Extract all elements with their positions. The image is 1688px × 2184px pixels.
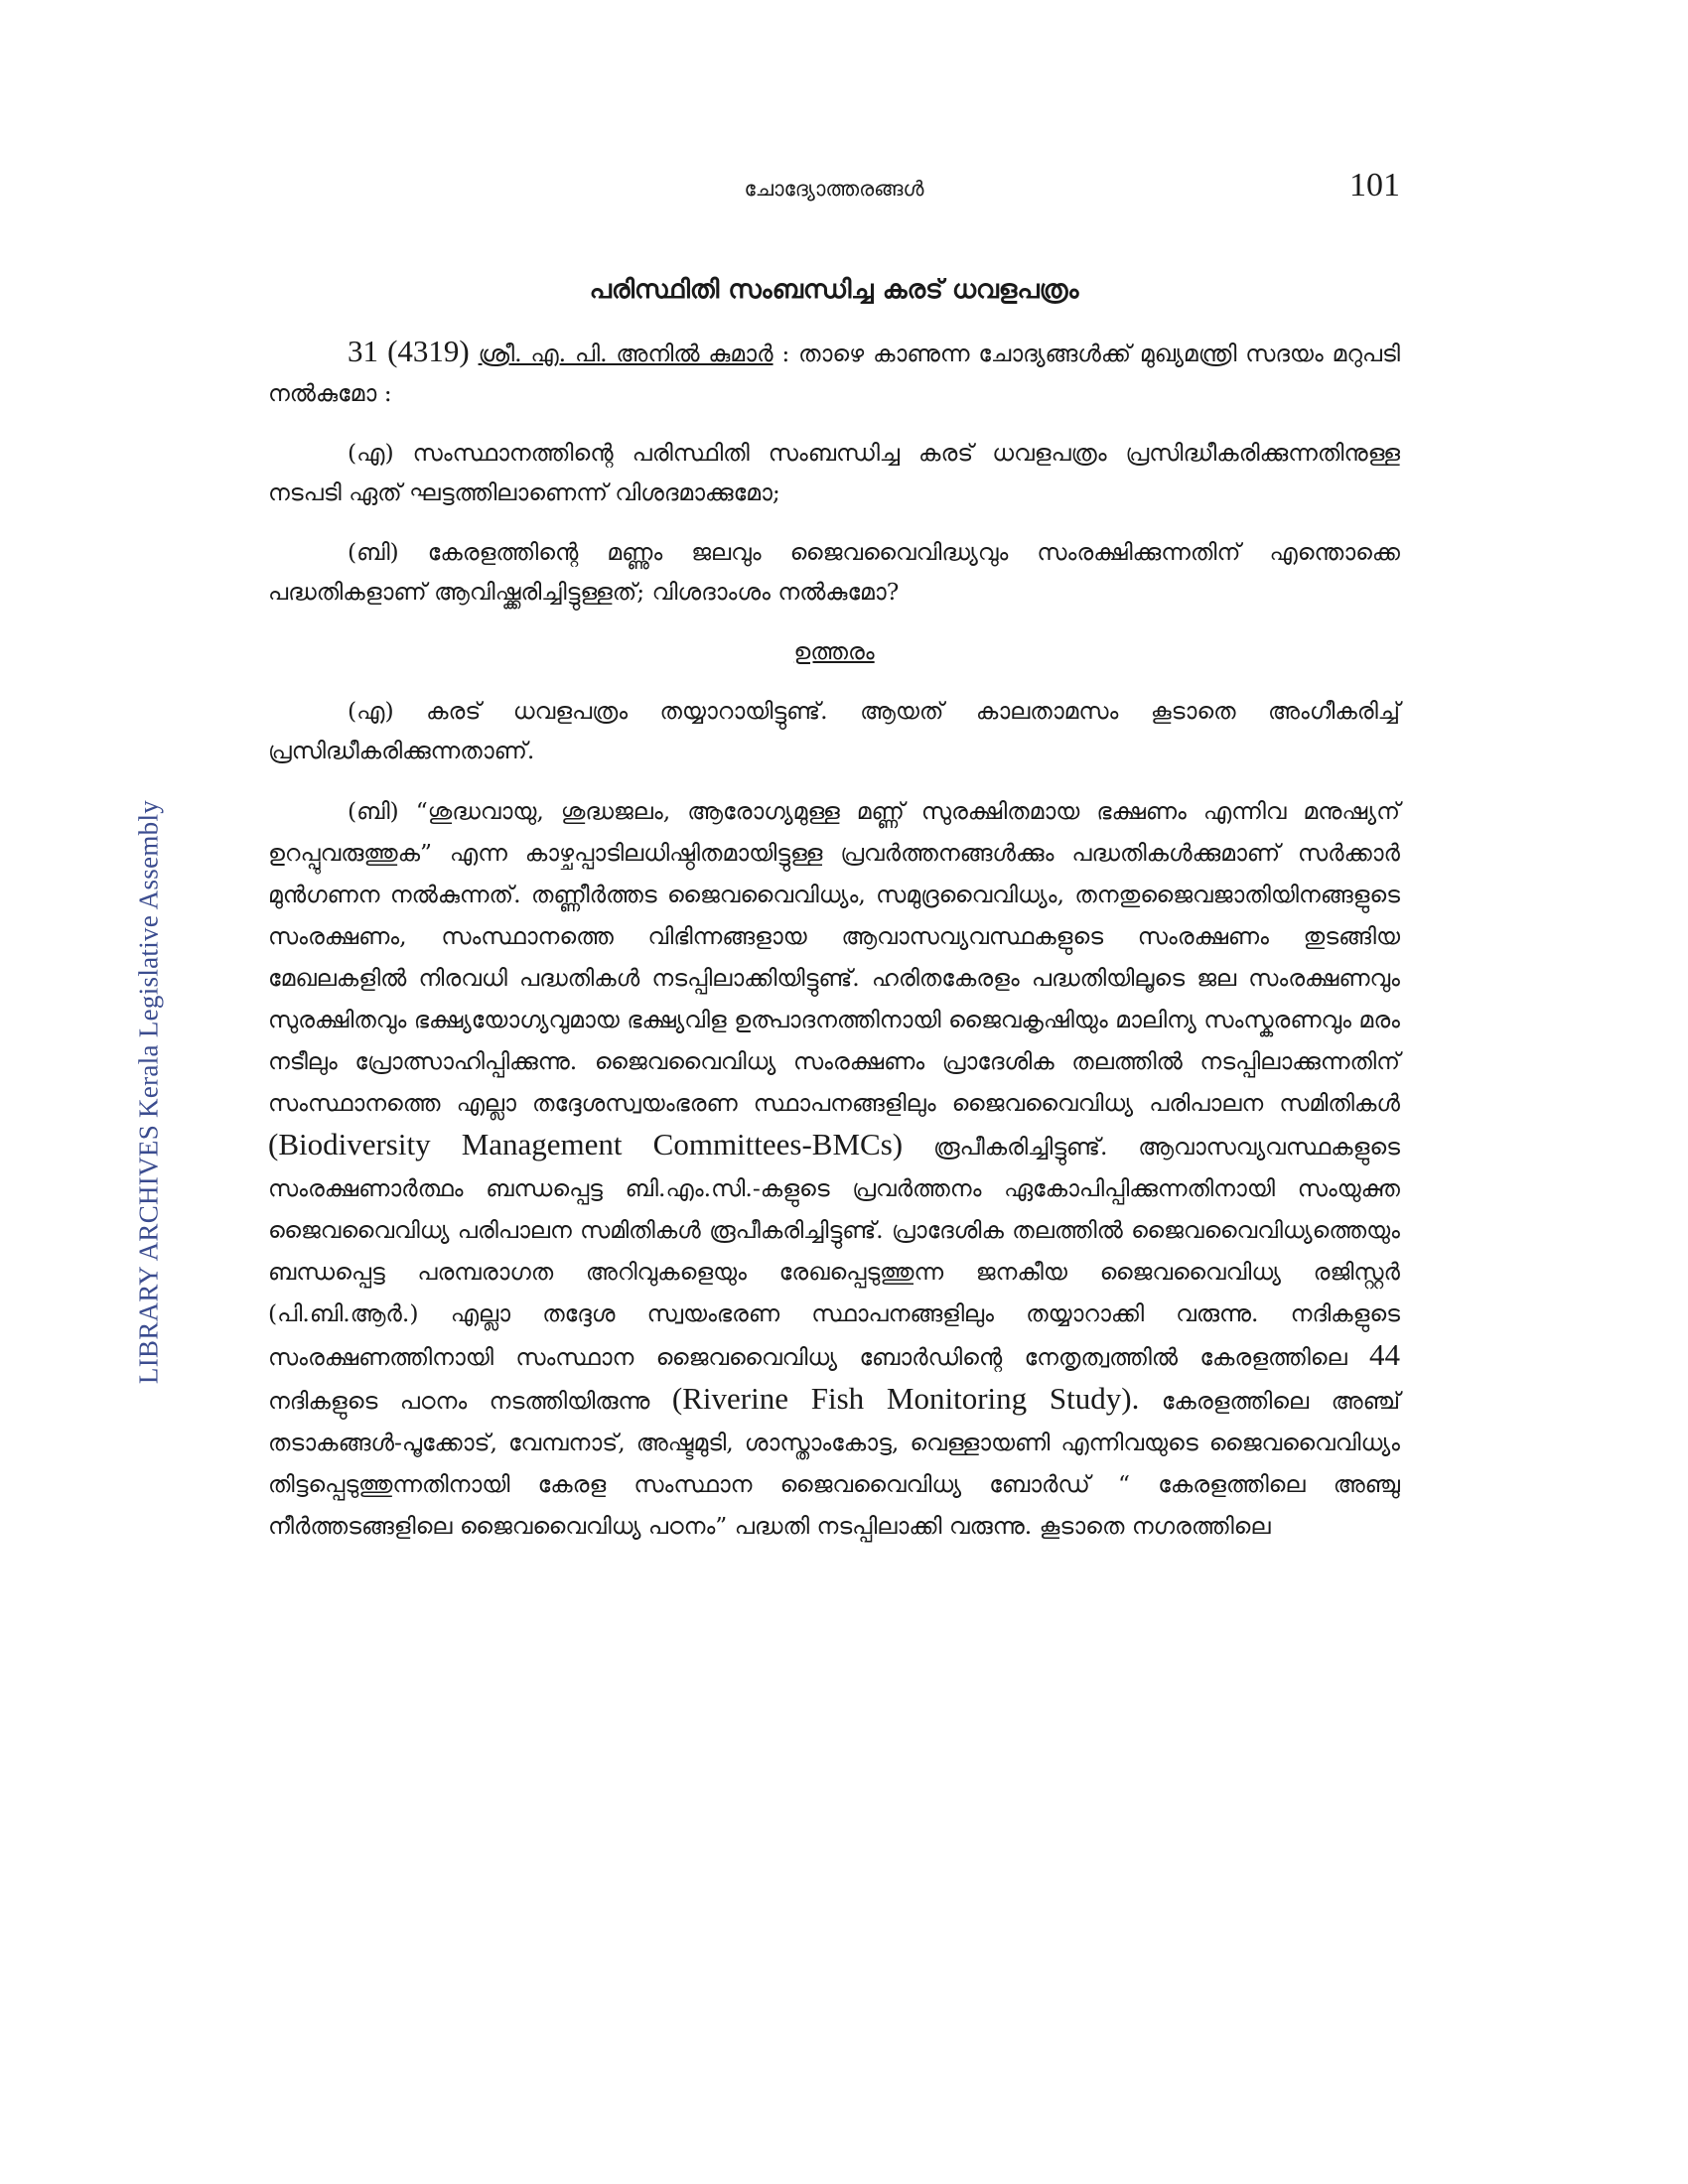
answer-b-text-4: കേരളത്തിലെ അഞ്ച് തടാകങ്ങൾ-പൂക്കോട്, വേമ്പനാട്, അഷ്ടമുടി, ശാസ്താംകോട്ട, വെള്ളായണി എന്നിവയുടെ ജൈവവൈവിധ്യം തിട്ടപ്പെടുത്തുന്നതിനായി കേരള സംസ്ഥാന ജൈവവൈവിധ്യ ബോർഡ് “ കേരളത്തിലെ അഞ്ചു നീർത്തടങ്ങളിലെ ജൈവവൈവിധ്യ പഠനം” പദ്ധതി നടപ്പിലാക്കി വരുന്നു. കൂടാതെ നഗരത്തിലെ — [268, 1387, 1401, 1540]
answer-part-a: (എ) കരട് ധവളപത്രം തയ്യാറായിട്ടുണ്ട്. ആയത് കാലതാമസം കൂടാതെ അംഗീകരിച്ച് പ്രസിദ്ധീകരിക്കുന്നതാണ്. — [268, 697, 1400, 764]
page-number: 101 — [1349, 167, 1400, 204]
answer-heading: ഉത്തരം — [793, 637, 875, 665]
river-count: 44 — [1369, 1337, 1400, 1372]
answer-b-text-2: രൂപീകരിച്ചിട്ടുണ്ട്. ആവാസവ്യവസ്ഥകളുടെ സംരക്ഷണാർത്ഥം ബന്ധപ്പെട്ട ബി.എം.സി.-കളുടെ പ്രവർത്തനം ഏകോപിപ്പിക്കുന്നതിനായി സംയുക്ത ജൈവവൈവിധ്യ പരിപാലന സമിതികൾ രൂപീകരിച്ചിട്ടുണ്ട്. പ്രാദേശിക തലത്തിൽ ജൈവവൈവിധ്യത്തെയും ബന്ധപ്പെട്ട പരമ്പരാഗത അറിവുകളെയും രേഖപ്പെടുത്തുന്ന ജനകീയ ജൈവവൈവിധ്യ രജിസ്റ്റർ (പി.ബി.ആർ.) എല്ലാ തദ്ദേശ സ്വയംഭരണ സ്ഥാപനങ്ങളിലും തയ്യാറാക്കി വരുന്നു. നദികളുടെ സംരക്ഷണത്തിനായി സംസ്ഥാന ജൈവവൈവിധ്യ ബോർഡിന്റെ നേതൃത്വത്തിൽ കേരളത്തിലെ — [268, 1133, 1400, 1371]
running-header — [268, 167, 1400, 206]
question-part-b: (ബി) കേരളത്തിന്റെ മണ്ണും ജലവും ജൈവവൈവിദ്ധ്യവും സംരക്ഷിക്കുന്നതിന് എന്തൊക്കെ പദ്ധതികളാണ് ആവിഷ്ക്കരിച്ചിട്ടുള്ളത്; വിശദാംശം നൽകുമോ? — [268, 538, 1400, 606]
answer-b-text-3: നദികളുടെ പഠനം നടത്തിയിരുന്നു — [268, 1387, 672, 1415]
question-number: 31 (4319) — [348, 334, 470, 368]
running-header-title: ചോദ്യോത്തരങ്ങൾ — [744, 177, 924, 201]
answer-part-b — [268, 790, 1400, 1547]
bmc-english-term: (Biodiversity Management Committees-BMCs) — [268, 1127, 904, 1161]
asker-name: ശ്രീ. എ. പി. അനിൽ കുമാർ — [478, 340, 774, 367]
answer-b-text-1: (ബി) “ശുദ്ധവായു, ശുദ്ധജലം, ആരോഗ്യമുള്ള മണ്ണ് സുരക്ഷിതമായ ഭക്ഷണം എന്നിവ മനുഷ്യന് ഉറപ്പുവരുത്തുക” എന്ന കാഴ്ചപ്പാടിലധിഷ്ഠിതമായിട്ടുള്ള പ്രവർത്തനങ്ങൾക്കും പദ്ധതികൾക്കുമാണ് സർക്കാർ മുൻഗണന നൽകുന്നത്. തണ്ണീർത്തട ജൈവവൈവിധ്യം, സമുദ്രവൈവിധ്യം, തനതുജൈവജാതിയിനങ്ങളുടെ സംരക്ഷണം, സംസ്ഥാനത്തെ വിഭിന്നങ്ങളായ ആവാസവ്യവസ്ഥകളുടെ സംരക്ഷണം തുടങ്ങിയ മേഖലകളിൽ നിരവധി പദ്ധതികൾ നടപ്പിലാക്കിയിട്ടുണ്ട്. ഹരിതകേരളം പദ്ധതിയിലൂടെ ജല സംരക്ഷണവും സുരക്ഷിതവും ഭക്ഷ്യയോഗ്യവുമായ ഭക്ഷ്യവിള ഉത്പാദനത്തിനായി ജൈവകൃഷിയും മാലിന്യ സംസ്കരണവും മരം നടീലും പ്രോത്സാഹിപ്പിക്കുന്നു. ജൈവവൈവിധ്യ സംരക്ഷണം പ്രാദേശിക തലത്തിൽ നടപ്പിലാക്കുന്നതിന് സംസ്ഥാനത്തെ എല്ലാ തദ്ദേശസ്വയംഭരണ സ്ഥാപനങ്ങളിലും ജൈവവൈവിധ്യ പരിപാലന സമിതികൾ — [268, 797, 1400, 1117]
question-part-a: (എ) സംസ്ഥാനത്തിന്റെ പരിസ്ഥിതി സംബന്ധിച്ച കരട് ധവളപത്രം പ്രസിദ്ധീകരിക്കുന്നതിനുള്ള നടപടി ഏത് ഘട്ടത്തിലാണെന്ന് വിശദമാക്കുമോ; — [268, 439, 1400, 506]
question-intro-text: : താഴെ കാണുന്ന ചോദ്യങ്ങൾക്ക് മുഖ്യമന്ത്രി സദയം മറുപടി നൽകുമോ : — [268, 340, 1400, 407]
document-title: പരിസ്ഥിതി സംബന്ധിച്ച കരട് ധവളപത്രം — [589, 275, 1079, 305]
document-body — [268, 270, 1400, 1567]
question-intro — [268, 332, 1400, 413]
riverine-study-term: (Riverine Fish Monitoring Study). — [671, 1381, 1140, 1416]
archive-watermark: LIBRARY ARCHIVES Kerala Legislative Assembly — [133, 799, 164, 1385]
